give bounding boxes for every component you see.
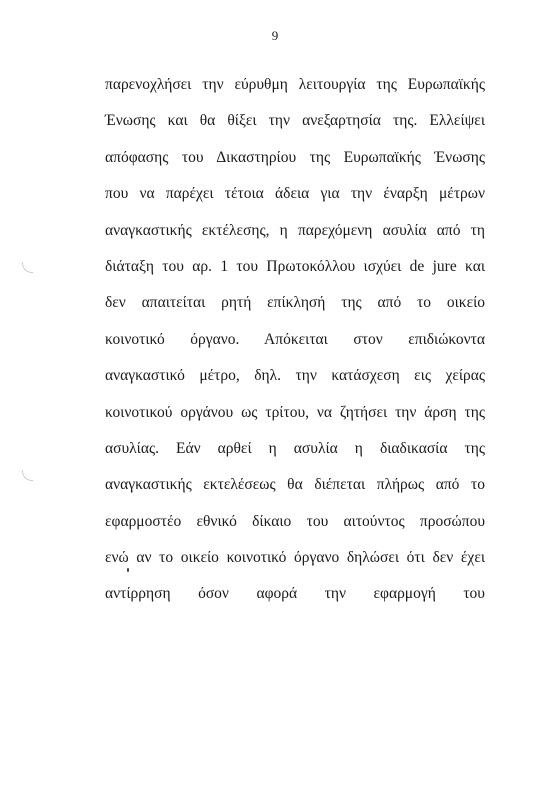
text-line: ασυλίας. Εάν αρθεί η ασυλία η διαδικασία της — [105, 439, 485, 457]
text-line: κοινοτικό όργανο. Απόκειται στον επιδιώκοντα — [105, 330, 485, 348]
text-line: Ένωσης και θα θίξει την ανεξαρτησία της. Ελλείψει — [105, 112, 485, 130]
page-number: 9 — [271, 28, 279, 43]
text-line: δεν απαιτείται ρητή επίκλησή της από το οικείο — [105, 294, 485, 312]
body-text — [105, 73, 485, 619]
scan-margin-mark — [22, 470, 33, 481]
text-line: απόφασης του Δικαστηρίου της Ευρωπαϊκής Ένωσης — [105, 148, 485, 166]
text-line: κοινοτικού οργάνου ως τρίτου, να ζητήσει την άρση της — [105, 403, 485, 421]
text-line: διάταξη του αρ. 1 του Πρωτοκόλλου ισχύει de jure και — [105, 257, 485, 275]
text-line: ενώ αν το οικείο κοινοτικό όργανο δηλώσει ότι δεν έχει — [105, 549, 485, 567]
text-line: που να παρέχει τέτοια άδεια για την έναρξη μέτρων — [105, 185, 485, 203]
text-line: αναγκαστικής εκτελέσεως θα διέπεται πλήρως από το — [105, 476, 485, 494]
text-line: αναγκαστικής εκτέλεσης, η παρεχόμενη ασυλία από τη — [105, 221, 485, 239]
text-line: αντίρρηση όσον αφορά την εφαρμογή του — [105, 585, 485, 603]
text-line: αναγκαστικό μέτρο, δηλ. την κατάσχεση εις χείρας — [105, 367, 485, 385]
scan-margin-mark — [22, 262, 33, 273]
text-line: εφαρμοστέο εθνικό δίκαιο του αιτούντος προσώπου — [105, 512, 485, 530]
text-line: παρενοχλήσει την εύρυθμη λειτουργία της Ευρωπαϊκής — [105, 76, 485, 93]
